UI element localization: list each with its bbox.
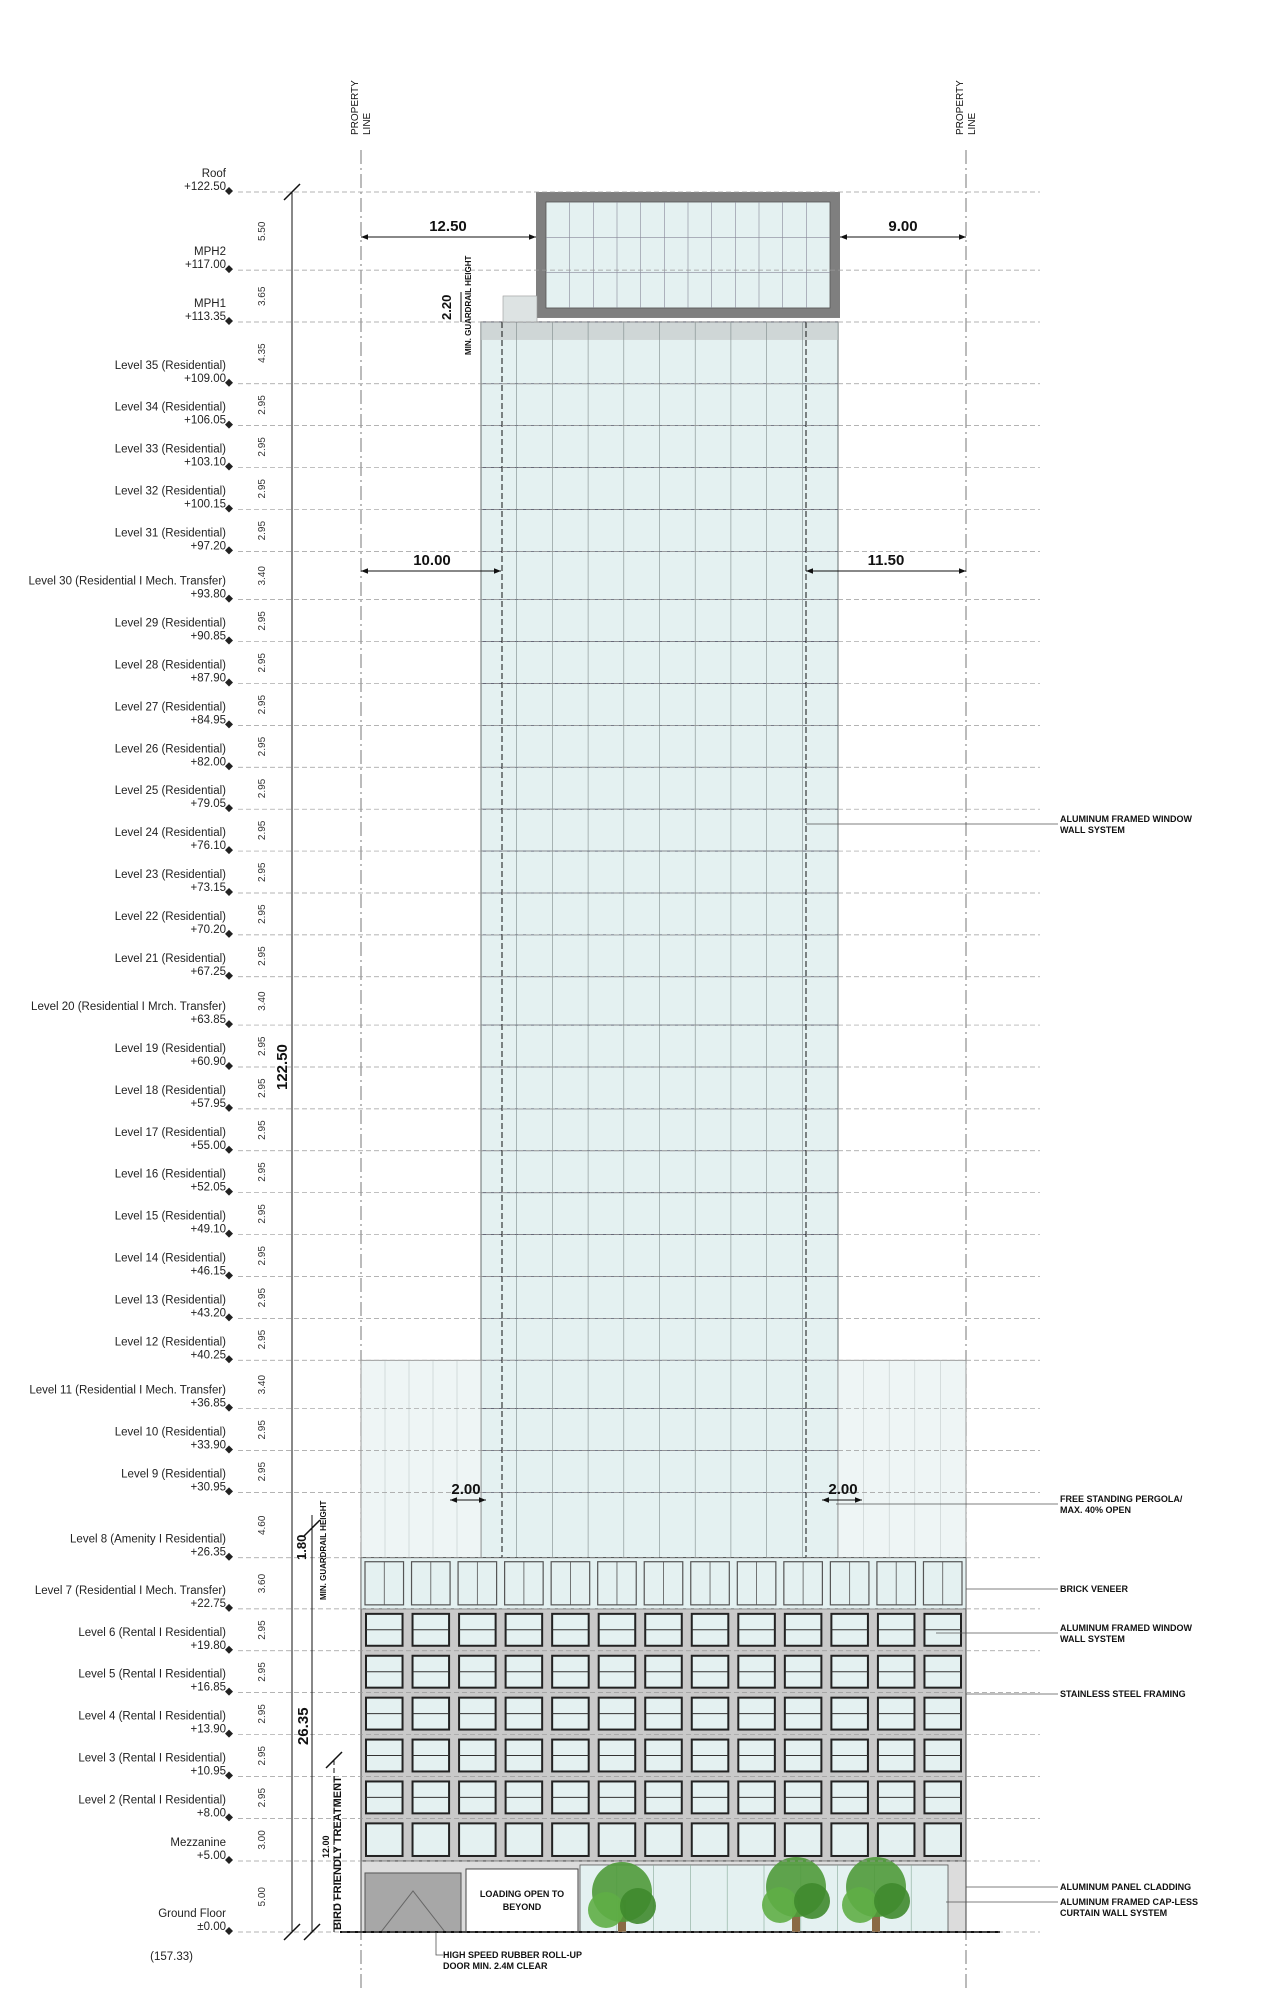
note-curtain: ALUMINUM FRAMED CAP-LESS CURTAIN WALL SYSTEM	[1060, 1897, 1198, 1918]
level-elevation: +87.90	[190, 672, 226, 685]
level-name: Level 32 (Residential)	[114, 485, 226, 498]
level-name: Level 3 (Rental I Residential)	[78, 1752, 226, 1765]
level-marker-icon	[225, 1445, 233, 1453]
floor-height: 2.95	[257, 611, 268, 631]
property-line-label-left: PROPERTYLINE	[350, 80, 373, 135]
note-pergola: FREE STANDING PERGOLA/ MAX. 40% OPEN	[1060, 1494, 1183, 1515]
level-elevation: +5.00	[196, 1849, 226, 1862]
floor-height: 2.95	[257, 1620, 268, 1640]
level-marker-icon	[225, 421, 233, 429]
level-marker-icon	[225, 846, 233, 854]
floor-height: 4.35	[257, 343, 268, 363]
rollup-door	[365, 1873, 461, 1932]
dim-top-right: 9.00	[888, 218, 918, 235]
level-marker-icon	[225, 804, 233, 812]
level-marker-icon	[225, 1271, 233, 1279]
level-name: Level 27 (Residential)	[114, 701, 226, 714]
level-marker-icon	[225, 1487, 233, 1495]
level-name: MPH2	[194, 246, 226, 259]
podium-window	[831, 1823, 868, 1856]
note-panel: ALUMINUM PANEL CLADDING	[1060, 1882, 1192, 1892]
dim-podium-left: 2.00	[451, 1481, 481, 1498]
level-elevation: +113.35	[184, 310, 226, 323]
guardrail-podium-value: 1.80	[294, 1534, 309, 1560]
floor-height: 2.95	[257, 1787, 268, 1808]
floor-height: 3.00	[257, 1830, 268, 1850]
level-name: Level 9 (Residential)	[121, 1468, 226, 1481]
floor-height: 2.95	[257, 479, 268, 499]
level-elevation: +79.05	[190, 798, 226, 811]
level-elevation: +63.85	[190, 1014, 226, 1027]
tree-foliage	[588, 1892, 624, 1928]
floor-height: 2.95	[257, 437, 268, 457]
level-elevation: +55.00	[190, 1139, 226, 1152]
level-name: Level 31 (Residential)	[114, 527, 226, 540]
level-marker-icon	[225, 1104, 233, 1112]
level-name: Level 20 (Residential I Mrch. Transfer)	[31, 1001, 226, 1014]
level-name: Level 28 (Residential)	[114, 659, 226, 672]
floor-height: 2.95	[257, 862, 268, 883]
level-name: Level 22 (Residential)	[114, 910, 226, 923]
level-marker-icon	[225, 1062, 233, 1070]
level-elevation: ±0.00	[197, 1921, 226, 1933]
note-rollup-door: HIGH SPEED RUBBER ROLL-UP DOOR MIN. 2.4M CLEAR	[443, 1950, 583, 1971]
level-elevation: +60.90	[190, 1055, 226, 1068]
floor-height: 2.95	[257, 1287, 268, 1308]
ground-datum: (157.33)	[150, 1951, 193, 1963]
podium-window	[645, 1823, 682, 1856]
note-steel: STAINLESS STEEL FRAMING	[1060, 1689, 1186, 1699]
level-name: Level 15 (Residential)	[114, 1210, 226, 1223]
tree-foliage	[794, 1883, 830, 1919]
level-name: Level 8 (Amenity I Residential)	[70, 1533, 226, 1546]
note-tower-window: ALUMINUM FRAMED WINDOW WALL SYSTEM	[1060, 814, 1192, 835]
floor-height: 2.95	[257, 1746, 268, 1766]
level-elevation: +16.85	[190, 1681, 226, 1694]
property-line-label-right: PROPERTYLINE	[955, 80, 978, 135]
level-marker-icon	[225, 1230, 233, 1238]
level-elevation: +67.25	[190, 965, 226, 978]
tree-foliage	[762, 1887, 798, 1923]
level-elevation: +76.10	[190, 840, 226, 853]
building-facade	[340, 192, 1000, 1932]
level-elevation: +46.15	[190, 1265, 226, 1278]
floor-height: 2.95	[257, 1461, 268, 1482]
level-elevation: +30.95	[190, 1481, 226, 1494]
guardrail-top-value: 2.20	[439, 294, 454, 320]
podium-window	[599, 1823, 636, 1856]
level-marker-icon	[225, 1553, 233, 1561]
level-name: Level 24 (Residential)	[114, 827, 226, 840]
floor-height: 2.95	[257, 1078, 268, 1098]
level-marker-icon	[225, 379, 233, 387]
level-name: Level 30 (Residential I Mech. Transfer)	[28, 575, 226, 588]
bird-friendly-height: 12.00	[321, 1835, 331, 1858]
level-elevation: +19.80	[190, 1639, 226, 1652]
floor-height: 2.95	[257, 1662, 268, 1682]
level-name: Level 7 (Residential I Mech. Transfer)	[34, 1584, 226, 1597]
level-marker-icon	[225, 1730, 233, 1738]
level-name: Level 21 (Residential)	[114, 952, 226, 965]
level-elevation: +97.20	[190, 540, 226, 553]
floor-height: 5.50	[257, 221, 268, 242]
level-marker-icon	[225, 1688, 233, 1696]
level-elevation: +103.10	[184, 456, 226, 469]
level-marker-icon	[225, 1188, 233, 1196]
floor-height: 3.65	[257, 286, 268, 307]
level-marker-icon	[225, 546, 233, 554]
level-name: Mezzanine	[170, 1836, 226, 1849]
level-elevation: +93.80	[190, 588, 226, 601]
note-loading: LOADING OPEN TO BEYOND	[479, 1889, 565, 1912]
dim-top-left: 12.50	[429, 218, 467, 235]
floor-height: 2.95	[257, 946, 268, 966]
level-marker-icon	[225, 678, 233, 686]
floor-height: 5.00	[257, 1887, 268, 1907]
floor-height: 2.95	[257, 520, 268, 541]
dim-tower-left: 10.00	[413, 552, 451, 569]
level-elevation: +117.00	[184, 259, 226, 272]
level-name: Level 16 (Residential)	[114, 1168, 226, 1181]
floor-height: 2.95	[257, 653, 268, 673]
level-name: Level 4 (Rental I Residential)	[78, 1710, 226, 1723]
level-marker-icon	[225, 930, 233, 938]
guardrail-top-label: MIN. GUARDRAIL HEIGHT	[464, 255, 473, 355]
level-marker-icon	[225, 1771, 233, 1779]
level-elevation: +106.05	[184, 414, 226, 427]
podium-window	[506, 1823, 543, 1856]
floor-height: 2.95	[257, 1329, 268, 1350]
podium-window	[413, 1823, 450, 1856]
level-name: Level 12 (Residential)	[114, 1336, 226, 1349]
pergola	[361, 1360, 481, 1557]
tree-foliage	[620, 1888, 656, 1924]
level-name: Level 17 (Residential)	[114, 1126, 226, 1139]
level-elevation: +40.25	[190, 1349, 226, 1362]
roof-guardrail	[503, 296, 537, 322]
podium-window	[738, 1823, 775, 1856]
level-marker-icon	[225, 1927, 233, 1935]
podium-window	[924, 1823, 961, 1856]
pergola	[838, 1360, 966, 1557]
level-name: Level 2 (Rental I Residential)	[78, 1794, 226, 1807]
level-elevation: +82.00	[190, 756, 226, 769]
level-marker-icon	[225, 637, 233, 645]
floor-height: 2.95	[257, 1704, 268, 1724]
level-marker-icon	[225, 463, 233, 471]
level-name: Roof	[201, 168, 226, 180]
level-name: Level 14 (Residential)	[114, 1252, 226, 1265]
level-elevation: +26.35	[190, 1546, 226, 1559]
level-name: Level 11 (Residential I Mech. Transfer)	[29, 1384, 226, 1397]
level-name: Level 25 (Residential)	[114, 785, 226, 798]
loading-opening	[466, 1869, 578, 1932]
level-marker-icon	[225, 1813, 233, 1821]
level-marker-icon	[225, 720, 233, 728]
floor-height: 2.95	[257, 694, 268, 715]
level-name: Level 34 (Residential)	[114, 401, 226, 414]
podium-window	[459, 1823, 496, 1856]
floor-height: 2.95	[257, 1204, 268, 1224]
level-name: Level 29 (Residential)	[114, 617, 226, 630]
level-name: Level 10 (Residential)	[114, 1426, 226, 1439]
level-marker-icon	[225, 1146, 233, 1154]
level-name: Level 26 (Residential)	[114, 743, 226, 756]
level-name: Level 18 (Residential)	[114, 1084, 226, 1097]
level-elevation: +57.95	[190, 1097, 226, 1110]
level-elevation: +70.20	[190, 923, 226, 936]
guardrail-podium-label: MIN. GUARDRAIL HEIGHT	[319, 1500, 328, 1600]
floor-height: 3.60	[257, 1573, 268, 1594]
level-elevation: +90.85	[190, 630, 226, 643]
level-name: Level 19 (Residential)	[114, 1042, 226, 1055]
level-name: Ground Floor	[158, 1908, 226, 1920]
level-name: Level 23 (Residential)	[114, 868, 226, 881]
floor-height: 4.60	[257, 1515, 268, 1536]
level-marker-icon	[225, 972, 233, 980]
level-marker-icon	[225, 265, 233, 273]
level-elevation: +122.50	[184, 181, 226, 193]
floor-height: 2.95	[257, 395, 268, 415]
floor-height: 2.95	[257, 1420, 268, 1440]
level-elevation: +43.20	[190, 1307, 226, 1320]
podium-window	[878, 1823, 915, 1856]
level-elevation: +52.05	[190, 1181, 226, 1194]
level-marker-icon	[225, 1313, 233, 1321]
floor-height: 2.95	[257, 1162, 268, 1182]
level-elevation: +84.95	[190, 714, 226, 727]
level-marker-icon	[225, 1355, 233, 1363]
level-elevation: +109.00	[184, 372, 226, 385]
level-marker-icon	[225, 317, 233, 325]
floor-height: 2.95	[257, 736, 268, 757]
level-name: Level 6 (Rental I Residential)	[78, 1626, 226, 1639]
floor-height: 2.95	[257, 820, 268, 841]
overall-dimensions	[274, 184, 344, 1940]
tree-foliage	[874, 1883, 910, 1919]
level-elevation: +22.75	[190, 1597, 226, 1610]
floor-height: 2.95	[257, 1246, 268, 1266]
level-marker-icon	[225, 504, 233, 512]
level-marker-icon	[225, 1020, 233, 1028]
level-elevation: +73.15	[190, 881, 226, 894]
floor-height: 2.95	[257, 1120, 268, 1140]
level-elevation: +100.15	[184, 498, 226, 511]
floor-height: 3.40	[257, 1374, 268, 1395]
note-brick: BRICK VENEER	[1060, 1584, 1129, 1594]
level-elevation: +13.90	[190, 1723, 226, 1736]
level-marker-icon	[225, 762, 233, 770]
podium-window	[785, 1823, 822, 1856]
floor-height: 3.40	[257, 991, 268, 1011]
total-height-dim: 122.50	[274, 1044, 291, 1090]
podium-window	[366, 1823, 403, 1856]
level-marker-icon	[225, 1856, 233, 1864]
tree-foliage	[842, 1887, 878, 1923]
floor-height: 2.95	[257, 778, 268, 799]
dim-podium-right: 2.00	[828, 1481, 858, 1498]
level-elevation: +49.10	[190, 1223, 226, 1236]
note-podium-window: ALUMINUM FRAMED WINDOW WALL SYSTEM	[1060, 1623, 1192, 1644]
level-marker-icon	[225, 187, 233, 195]
level-elevation: +33.90	[190, 1439, 226, 1452]
level-name: MPH1	[194, 297, 226, 310]
level-marker-icon	[225, 1646, 233, 1654]
level-marker-icon	[225, 888, 233, 896]
podium-height-dim: 26.35	[295, 1707, 312, 1745]
dim-tower-right: 11.50	[867, 552, 905, 569]
level-name: Level 33 (Residential)	[114, 443, 226, 456]
level-name: Level 13 (Residential)	[114, 1294, 226, 1307]
level-elevation: +8.00	[196, 1807, 226, 1820]
level-marker-icon	[225, 595, 233, 603]
floor-height: 3.40	[257, 566, 268, 586]
level-marker-icon	[225, 1604, 233, 1612]
level-name: Level 5 (Rental I Residential)	[78, 1668, 226, 1681]
level-elevation: +36.85	[190, 1397, 226, 1410]
bird-friendly-label: BIRD FRIENDLY TREATMENT	[332, 1776, 344, 1930]
level-marker-icon	[225, 1404, 233, 1412]
level-elevation: +10.95	[190, 1765, 226, 1778]
level-name: Level 35 (Residential)	[114, 359, 226, 372]
floor-height: 2.95	[257, 904, 268, 924]
podium-window	[692, 1823, 729, 1856]
podium-window	[552, 1823, 589, 1856]
floor-height: 2.95	[257, 1036, 268, 1057]
